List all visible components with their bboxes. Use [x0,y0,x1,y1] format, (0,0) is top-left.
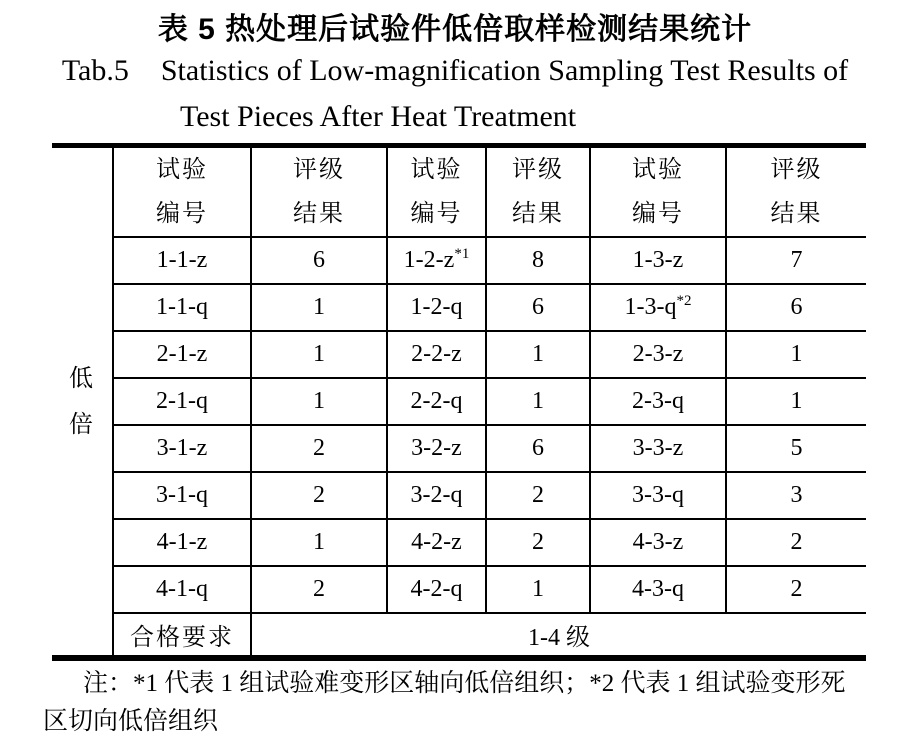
cell: 1-3-z [590,237,726,284]
column-header-line2: 结果 [512,201,564,227]
cell: 3-1-q [113,472,251,519]
cell: 8 [486,237,590,284]
column-header [590,146,726,238]
cell: 1 [486,378,590,425]
column-header [251,146,387,238]
column-header-line1: 试验 [156,157,208,183]
requirement-value: 1-4 级 [251,613,866,658]
column-header-line1: 评级 [512,157,564,183]
table-row [52,566,866,613]
cell: 3-3-q [590,472,726,519]
table-row [52,425,866,472]
cell: 2-3-z [590,331,726,378]
table-row [52,472,866,519]
column-header [387,146,486,238]
cell: 2 [251,566,387,613]
cell: 4-1-z [113,519,251,566]
requirement-label: 合格要求 [113,613,251,658]
column-header-line2: 编号 [632,201,684,227]
cell: 4-3-z [590,519,726,566]
cell: 6 [726,284,866,331]
cell: 4-2-z [387,519,486,566]
table-caption-en-text: Statistics of Low-magnification Sampling Test Results of [160,54,849,87]
row-group-char: 倍 [69,411,95,438]
footnote-marker: *2 [676,293,692,309]
cell: 2 [486,472,590,519]
cell: 4-3-q [590,566,726,613]
cell: 7 [726,237,866,284]
cell: 2 [251,472,387,519]
row-group-label [52,146,113,659]
table-row [52,331,866,378]
column-header-line2: 结果 [293,201,345,227]
table-caption-zh: 表 5 热处理后试验件低倍取样检测结果统计 [157,13,753,46]
cell: 5 [726,425,866,472]
footnote-line-2: 区切向低倍组织 [43,708,219,735]
cell: 1 [251,378,387,425]
cell: 2 [726,566,866,613]
cell: 2-2-q [387,378,486,425]
column-header [726,146,866,238]
table-row [52,519,866,566]
cell: 6 [251,237,387,284]
table-row [52,284,866,331]
cell: 2 [486,519,590,566]
cell: 1 [251,331,387,378]
table-caption-en-line1 [0,54,910,88]
cell: 2-3-q [590,378,726,425]
table-row [52,237,866,284]
table-row [52,378,866,425]
cell: 1 [486,566,590,613]
row-group-char: 低 [69,365,95,392]
column-header-line1: 试验 [632,157,684,183]
cell: 2-2-z [387,331,486,378]
cell: 1 [486,331,590,378]
cell: 3-1-z [113,425,251,472]
table-header-row [52,146,866,238]
column-header-line2: 结果 [770,201,823,227]
requirement-row [52,613,866,658]
column-header-line1: 评级 [293,157,345,183]
cell: 6 [486,425,590,472]
table-caption-en-number: Tab.5 [61,54,129,87]
cell: 3 [726,472,866,519]
cell: 1 [251,519,387,566]
cell: 3-2-q [387,472,486,519]
cell: 4-1-q [113,566,251,613]
cell: 2 [726,519,866,566]
results-table [52,143,866,661]
table-caption-en-line2: Test Pieces After Heat Treatment [180,100,577,133]
cell: 3-2-z [387,425,486,472]
cell-with-footnote-marker: 1-3-q$^{*2}$ [590,284,726,331]
cell: 2 [251,425,387,472]
cell: 4-2-q [387,566,486,613]
cell: 1 [726,378,866,425]
column-header [486,146,590,238]
cell: 1 [251,284,387,331]
cell: 3-3-z [590,425,726,472]
footnote-marker: *1 [454,246,470,262]
column-header-line2: 编号 [410,201,463,227]
cell-with-footnote-marker: 1-2-z$^{*1}$ [387,237,486,284]
column-header-line2: 编号 [156,201,208,227]
footnote-line-1: 注：*1 代表 1 组试验难变形区轴向低倍组织；*2 代表 1 组试验变形死 [83,670,846,697]
column-header-line1: 评级 [770,157,823,183]
cell: 2-1-z [113,331,251,378]
cell: 1-2-q [387,284,486,331]
cell: 2-1-q [113,378,251,425]
column-header [113,146,251,238]
cell: 6 [486,284,590,331]
cell: 1-1-q [113,284,251,331]
cell: 1-1-z [113,237,251,284]
column-header-line1: 试验 [410,157,463,183]
cell: 1 [726,331,866,378]
